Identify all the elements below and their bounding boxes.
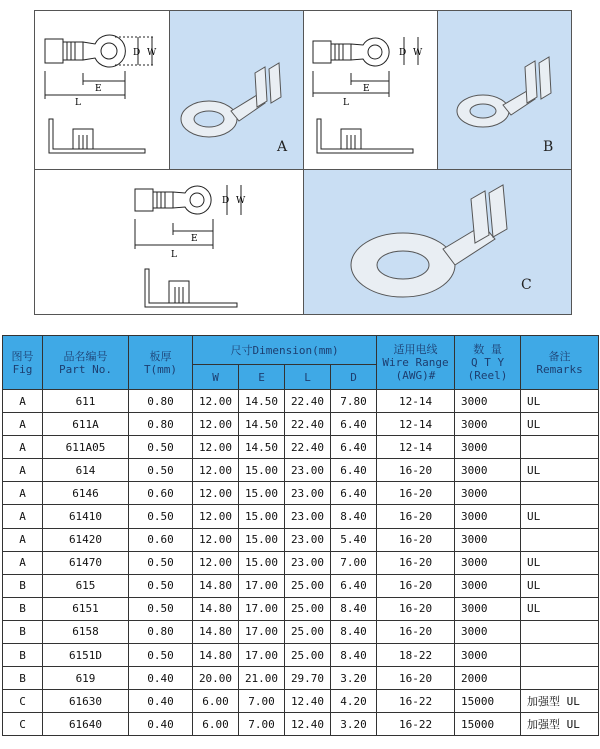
fig-b-drawing: [303, 11, 437, 169]
cell-fig: B: [3, 644, 43, 667]
cell-qty: 3000: [455, 436, 521, 459]
cell-rem: UL: [521, 459, 599, 482]
cell-fig: B: [3, 667, 43, 690]
cell-t: 0.40: [129, 690, 193, 713]
col-part: 品名编号 Part No.: [43, 336, 129, 390]
col-e: E: [239, 365, 285, 390]
cell-l: 23.00: [285, 528, 331, 551]
cell-w: 6.00: [193, 690, 239, 713]
cell-rem: [521, 620, 599, 643]
cell-l: 25.00: [285, 644, 331, 667]
cell-fig: A: [3, 459, 43, 482]
cell-part: 615: [43, 574, 129, 597]
dim-l-label-a: L: [75, 98, 81, 108]
cell-d: 8.40: [331, 505, 377, 528]
dim-l-label-b: L: [343, 98, 349, 108]
dim-d-label-b: D: [399, 48, 407, 58]
terminal-a-outline-svg: [35, 11, 169, 169]
dim-w-label-c: W: [236, 196, 246, 206]
cell-l: 25.00: [285, 597, 331, 620]
cell-l: 29.70: [285, 667, 331, 690]
fig-b-letter: B: [543, 139, 554, 155]
cell-e: 17.00: [239, 574, 285, 597]
cell-w: 12.00: [193, 528, 239, 551]
cell-fig: A: [3, 413, 43, 436]
cell-wire: 12-14: [377, 413, 455, 436]
cell-fig: B: [3, 597, 43, 620]
col-qty: 数 量 Q T Y (Reel): [455, 336, 521, 390]
cell-w: 14.80: [193, 620, 239, 643]
cell-fig: A: [3, 436, 43, 459]
cell-w: 12.00: [193, 551, 239, 574]
cell-qty: 3000: [455, 644, 521, 667]
dim-e-label-c: E: [191, 234, 198, 244]
cell-rem: [521, 644, 599, 667]
cell-fig: B: [3, 620, 43, 643]
cell-qty: 3000: [455, 620, 521, 643]
cell-e: 15.00: [239, 459, 285, 482]
cell-d: 6.40: [331, 482, 377, 505]
cell-t: 0.50: [129, 505, 193, 528]
cell-e: 14.50: [239, 436, 285, 459]
col-w: W: [193, 365, 239, 390]
cell-t: 0.40: [129, 713, 193, 736]
cell-t: 0.60: [129, 528, 193, 551]
table-row: [3, 413, 599, 436]
cell-qty: 3000: [455, 390, 521, 413]
cell-l: 25.00: [285, 620, 331, 643]
cell-qty: 3000: [455, 459, 521, 482]
cell-e: 17.00: [239, 597, 285, 620]
cell-e: 17.00: [239, 644, 285, 667]
cell-wire: 16-20: [377, 667, 455, 690]
table-row: [3, 574, 599, 597]
cell-rem: UL: [521, 505, 599, 528]
cell-l: 12.40: [285, 690, 331, 713]
cell-qty: 3000: [455, 413, 521, 436]
cell-d: 3.20: [331, 713, 377, 736]
cell-l: 22.40: [285, 413, 331, 436]
cell-l: 25.00: [285, 574, 331, 597]
cell-t: 0.80: [129, 390, 193, 413]
cell-part: 61420: [43, 528, 129, 551]
table-row: [3, 551, 599, 574]
cell-rem: [521, 528, 599, 551]
cell-wire: 12-14: [377, 390, 455, 413]
cell-e: 15.00: [239, 505, 285, 528]
cell-l: 22.40: [285, 390, 331, 413]
col-l: L: [285, 365, 331, 390]
table-row: [3, 390, 599, 413]
cell-e: 21.00: [239, 667, 285, 690]
cell-t: 0.60: [129, 482, 193, 505]
cell-d: 5.40: [331, 528, 377, 551]
cell-e: 15.00: [239, 528, 285, 551]
cell-rem: UL: [521, 597, 599, 620]
cell-rem: UL: [521, 551, 599, 574]
cell-e: 17.00: [239, 620, 285, 643]
table-row: [3, 505, 599, 528]
fig-c-letter: C: [521, 277, 532, 293]
table-row: [3, 436, 599, 459]
cell-rem: 加强型 UL: [521, 690, 599, 713]
cell-rem: 加强型 UL: [521, 713, 599, 736]
col-dimension: 尺寸Dimension(mm): [193, 336, 377, 365]
cell-part: 6151: [43, 597, 129, 620]
cell-qty: 3000: [455, 505, 521, 528]
cell-w: 12.00: [193, 459, 239, 482]
table-row: [3, 459, 599, 482]
cell-t: 0.50: [129, 551, 193, 574]
cell-e: 15.00: [239, 551, 285, 574]
cell-wire: 16-20: [377, 528, 455, 551]
terminal-b-outline-svg: [303, 11, 437, 169]
fig-a-drawing: [35, 11, 169, 169]
cell-l: 23.00: [285, 505, 331, 528]
cell-part: 61630: [43, 690, 129, 713]
table-header-row: [3, 336, 599, 365]
cell-wire: 12-14: [377, 436, 455, 459]
cell-rem: UL: [521, 390, 599, 413]
cell-fig: C: [3, 713, 43, 736]
fig-c-drawing: [35, 169, 303, 314]
col-d: D: [331, 365, 377, 390]
cell-fig: A: [3, 390, 43, 413]
cell-part: 61640: [43, 713, 129, 736]
cell-l: 12.40: [285, 713, 331, 736]
cell-w: 14.80: [193, 597, 239, 620]
cell-t: 0.50: [129, 574, 193, 597]
table-row: [3, 482, 599, 505]
cell-part: 619: [43, 667, 129, 690]
cell-d: 8.40: [331, 620, 377, 643]
table-row: [3, 597, 599, 620]
cell-wire: 16-20: [377, 620, 455, 643]
figure-panel: [34, 10, 572, 315]
dim-e-label-a: E: [95, 84, 102, 94]
cell-wire: 16-22: [377, 690, 455, 713]
cell-part: 611: [43, 390, 129, 413]
cell-d: 8.40: [331, 644, 377, 667]
spec-table: [2, 335, 599, 736]
cell-wire: 16-20: [377, 551, 455, 574]
dim-w-label-a: W: [147, 48, 157, 58]
cell-part: 6146: [43, 482, 129, 505]
cell-d: 3.20: [331, 667, 377, 690]
fig-b-image: [437, 11, 571, 169]
cell-fig: A: [3, 551, 43, 574]
cell-w: 12.00: [193, 482, 239, 505]
cell-t: 0.80: [129, 620, 193, 643]
cell-t: 0.50: [129, 459, 193, 482]
dim-e-label-b: E: [363, 84, 370, 94]
cell-part: 61470: [43, 551, 129, 574]
cell-qty: 3000: [455, 551, 521, 574]
cell-d: 6.40: [331, 436, 377, 459]
cell-rem: [521, 436, 599, 459]
cell-t: 0.50: [129, 597, 193, 620]
terminal-c-outline-svg: [35, 169, 303, 314]
fig-c-image: [303, 169, 571, 314]
cell-d: 6.40: [331, 413, 377, 436]
dim-d-label-c: D: [222, 196, 230, 206]
fig-a-image: [169, 11, 303, 169]
table-row: [3, 620, 599, 643]
cell-d: 7.80: [331, 390, 377, 413]
cell-part: 6151D: [43, 644, 129, 667]
table-row: [3, 644, 599, 667]
table-row: [3, 713, 599, 736]
cell-part: 614: [43, 459, 129, 482]
cell-w: 12.00: [193, 413, 239, 436]
cell-qty: 3000: [455, 574, 521, 597]
cell-rem: [521, 482, 599, 505]
dim-d-label-a: D: [133, 48, 141, 58]
col-thickness: 板厚 T(mm): [129, 336, 193, 390]
table-body: [3, 390, 599, 736]
cell-t: 0.50: [129, 644, 193, 667]
cell-qty: 15000: [455, 713, 521, 736]
table-row: [3, 667, 599, 690]
col-fig: 图号 Fig: [3, 336, 43, 390]
cell-qty: 3000: [455, 597, 521, 620]
dim-l-label-c: L: [171, 250, 177, 260]
cell-l: 23.00: [285, 551, 331, 574]
cell-w: 6.00: [193, 713, 239, 736]
cell-wire: 16-20: [377, 482, 455, 505]
cell-d: 4.20: [331, 690, 377, 713]
cell-wire: 16-22: [377, 713, 455, 736]
cell-l: 23.00: [285, 482, 331, 505]
cell-fig: B: [3, 574, 43, 597]
cell-l: 22.40: [285, 436, 331, 459]
cell-t: 0.80: [129, 413, 193, 436]
cell-fig: C: [3, 690, 43, 713]
cell-wire: 16-20: [377, 459, 455, 482]
col-remarks: 备注 Remarks: [521, 336, 599, 390]
cell-t: 0.40: [129, 667, 193, 690]
cell-rem: UL: [521, 574, 599, 597]
cell-e: 14.50: [239, 390, 285, 413]
cell-qty: 3000: [455, 528, 521, 551]
col-wire: 适用电线 Wire Range (AWG)#: [377, 336, 455, 390]
cell-e: 7.00: [239, 713, 285, 736]
cell-part: 611A05: [43, 436, 129, 459]
cell-w: 14.80: [193, 644, 239, 667]
cell-d: 6.40: [331, 574, 377, 597]
cell-w: 14.80: [193, 574, 239, 597]
cell-rem: [521, 667, 599, 690]
cell-d: 7.00: [331, 551, 377, 574]
cell-part: 611A: [43, 413, 129, 436]
table-row: [3, 690, 599, 713]
table-row: [3, 528, 599, 551]
cell-w: 12.00: [193, 390, 239, 413]
cell-fig: A: [3, 505, 43, 528]
cell-wire: 16-20: [377, 597, 455, 620]
cell-l: 23.00: [285, 459, 331, 482]
cell-e: 7.00: [239, 690, 285, 713]
cell-t: 0.50: [129, 436, 193, 459]
cell-w: 12.00: [193, 436, 239, 459]
cell-rem: UL: [521, 413, 599, 436]
cell-e: 14.50: [239, 413, 285, 436]
cell-qty: 3000: [455, 482, 521, 505]
cell-d: 8.40: [331, 597, 377, 620]
cell-fig: A: [3, 528, 43, 551]
dim-w-label-b: W: [413, 48, 423, 58]
cell-wire: 16-20: [377, 505, 455, 528]
cell-qty: 2000: [455, 667, 521, 690]
cell-wire: 18-22: [377, 644, 455, 667]
cell-part: 6158: [43, 620, 129, 643]
cell-fig: A: [3, 482, 43, 505]
cell-w: 20.00: [193, 667, 239, 690]
cell-d: 6.40: [331, 459, 377, 482]
cell-e: 15.00: [239, 482, 285, 505]
cell-wire: 16-20: [377, 574, 455, 597]
fig-a-letter: A: [277, 139, 288, 155]
cell-w: 12.00: [193, 505, 239, 528]
cell-part: 61410: [43, 505, 129, 528]
cell-qty: 15000: [455, 690, 521, 713]
